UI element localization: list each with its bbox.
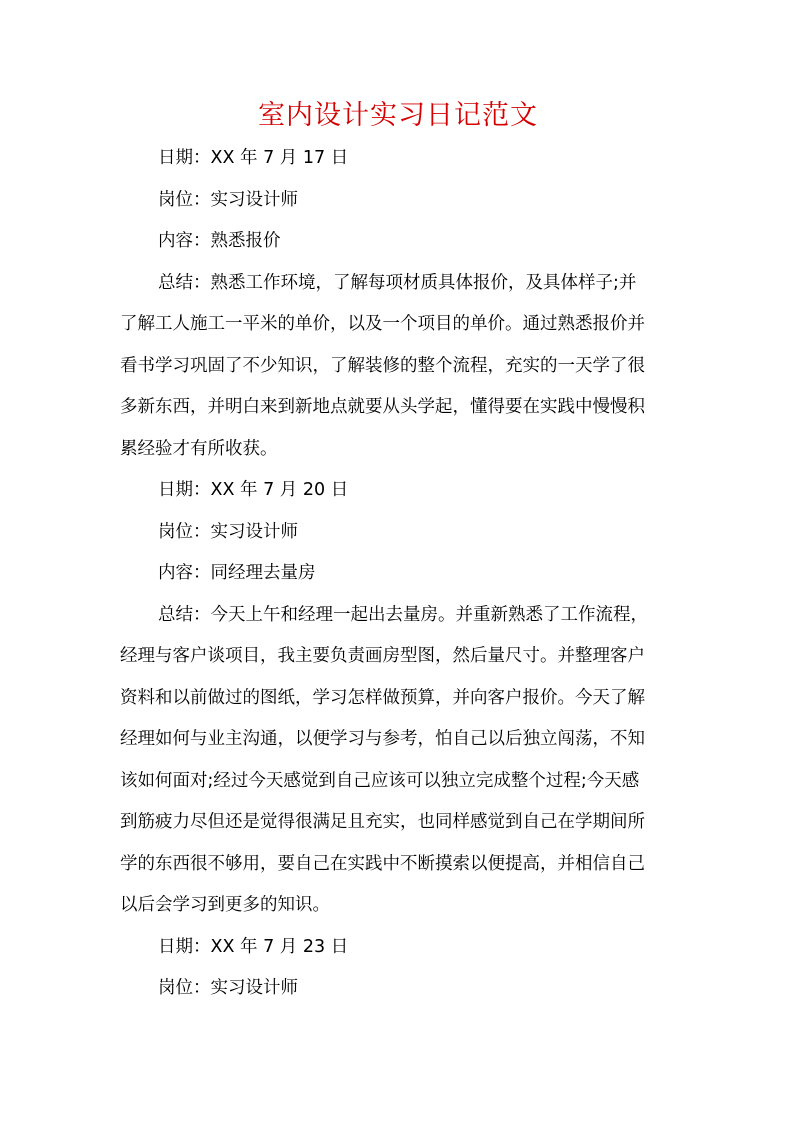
diary-entry	[120, 470, 676, 927]
summary-line: 总结：熟悉工作环境，了解每项材质具体报价，及具体样子;并	[158, 272, 637, 293]
summary-line: 累经验才有所收获。	[120, 438, 278, 459]
diary-entry	[120, 927, 676, 1010]
summary-line: 该如何面对;经过今天感觉到自己应该可以独立完成整个过程;今天感	[120, 770, 640, 791]
entry-position: 岗位：实习设计师	[158, 521, 298, 542]
entry-summary	[120, 263, 676, 471]
entry-summary	[120, 595, 676, 927]
document-title: 室内设计实习日记范文	[258, 100, 538, 131]
summary-line: 到筋疲力尽但还是觉得很满足且充实，也同样感觉到自己在学期间所	[120, 812, 645, 832]
summary-line: 资料和以前做过的图纸，学习怎样做预算，并向客户报价。今天了解	[120, 687, 645, 708]
summary-line: 以后会学习到更多的知识。	[120, 895, 330, 915]
entry-position: 岗位：实习设计师	[158, 978, 298, 998]
entry-content: 内容：同经理去量房	[158, 563, 316, 583]
document-page	[120, 94, 676, 1010]
summary-line: 了解工人施工一平米的单价，以及一个项目的单价。通过熟悉报价并	[120, 314, 645, 334]
summary-line: 总结：今天上午和经理一起出去量房。并重新熟悉了工作流程，	[158, 604, 648, 625]
summary-line: 学的东西很不够用，要自己在实践中不断摸索以便提高，并相信自己	[120, 853, 645, 874]
summary-line: 看书学习巩固了不少知识，了解装修的整个流程，充实的一天学了很	[120, 355, 645, 376]
entry-date: 日期：XX 年 7 月 23 日	[158, 936, 349, 957]
diary-entry	[120, 138, 676, 470]
entry-date: 日期：XX 年 7 月 17 日	[158, 148, 349, 168]
entry-position: 岗位：实习设计师	[158, 189, 298, 210]
entry-content: 内容：熟悉报价	[158, 231, 281, 251]
summary-line: 经理与客户谈项目，我主要负责画房型图，然后量尺寸。并整理客户	[120, 646, 645, 666]
entry-date: 日期：XX 年 7 月 20 日	[158, 480, 349, 500]
summary-line: 多新东西，并明白来到新地点就要从头学起，懂得要在实践中慢慢积	[120, 397, 645, 417]
summary-line: 经理如何与业主沟通，以便学习与参考，怕自己以后独立闯荡，不知	[120, 729, 645, 749]
